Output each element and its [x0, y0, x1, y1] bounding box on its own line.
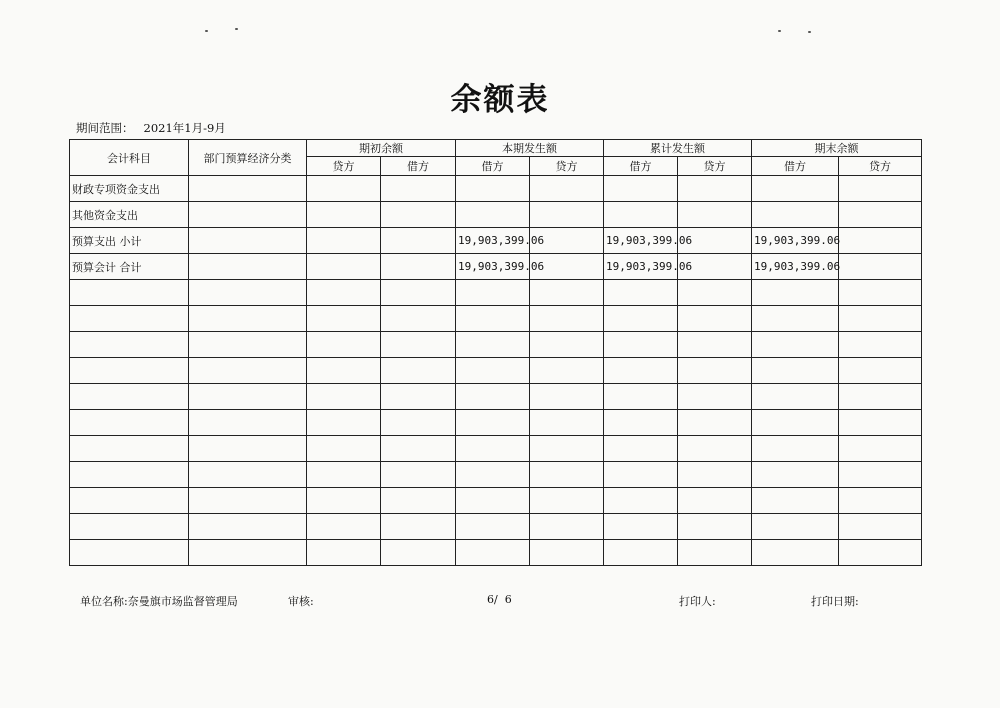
table-row [70, 228, 922, 254]
subheader-cell: 借方 [381, 157, 456, 176]
cell-amount [752, 306, 839, 332]
table-row [70, 202, 922, 228]
cell-econ-class [189, 514, 307, 540]
cell-amount [752, 358, 839, 384]
header-closing-balance: 期末余额 [752, 140, 922, 157]
cell-econ-class [189, 358, 307, 384]
subheader-cell: 贷方 [307, 157, 381, 176]
cell-amount [839, 436, 922, 462]
cell-amount: 19,903,399.06 [752, 228, 839, 254]
cell-econ-class [189, 410, 307, 436]
table-row [70, 306, 922, 332]
table-row [70, 280, 922, 306]
footer-unit: 单位名称:奈曼旗市场监督管理局 [80, 595, 238, 608]
cell-subject [70, 306, 189, 332]
cell-amount [381, 436, 456, 462]
table-row [70, 488, 922, 514]
cell-amount [530, 462, 604, 488]
cell-amount [839, 358, 922, 384]
cell-amount [381, 410, 456, 436]
cell-amount [839, 488, 922, 514]
cell-amount [530, 202, 604, 228]
cell-econ-class [189, 488, 307, 514]
subheader-cell: 贷方 [530, 157, 604, 176]
cell-amount [604, 462, 678, 488]
cell-amount [678, 306, 752, 332]
cell-amount [752, 202, 839, 228]
cell-amount [839, 306, 922, 332]
cell-amount [678, 358, 752, 384]
cell-amount [381, 462, 456, 488]
cell-subject: 财政专项资金支出 [70, 176, 189, 202]
cell-amount [381, 540, 456, 566]
table-row [70, 514, 922, 540]
subheader-cell: 贷方 [678, 157, 752, 176]
cell-amount [530, 540, 604, 566]
cell-amount: 19,903,399.06 [456, 228, 530, 254]
cell-amount [752, 280, 839, 306]
cell-amount [839, 514, 922, 540]
cell-amount [839, 540, 922, 566]
cell-amount [752, 540, 839, 566]
table-row [70, 410, 922, 436]
cell-amount [752, 384, 839, 410]
table-row [70, 540, 922, 566]
cell-econ-class [189, 462, 307, 488]
cell-amount [381, 280, 456, 306]
period-value: 2021年1月-9月 [143, 121, 226, 135]
cell-amount [678, 332, 752, 358]
table-row [70, 254, 922, 280]
cell-amount [752, 514, 839, 540]
cell-amount [456, 488, 530, 514]
subheader-cell: 借方 [456, 157, 530, 176]
cell-amount [678, 514, 752, 540]
footer-page-number: 6/ 6 [487, 593, 512, 606]
cell-econ-class [189, 540, 307, 566]
cell-amount [381, 384, 456, 410]
cell-amount: 19,903,399.06 [456, 254, 530, 280]
cell-amount: 19,903,399.06 [604, 228, 678, 254]
cell-amount [307, 436, 381, 462]
table-row [70, 384, 922, 410]
cell-amount [530, 358, 604, 384]
cell-amount [456, 514, 530, 540]
header-opening-balance: 期初余额 [307, 140, 456, 157]
table-row [70, 358, 922, 384]
cell-subject [70, 540, 189, 566]
cell-amount [381, 254, 456, 280]
header-current-period: 本期发生额 [456, 140, 604, 157]
cell-amount [752, 436, 839, 462]
cell-amount [839, 332, 922, 358]
subheader-cell: 贷方 [839, 157, 922, 176]
cell-amount [381, 358, 456, 384]
cell-amount [604, 514, 678, 540]
cell-amount [604, 202, 678, 228]
cell-amount [604, 540, 678, 566]
cell-amount [839, 280, 922, 306]
cell-amount [839, 462, 922, 488]
cell-amount [604, 280, 678, 306]
cell-amount [307, 254, 381, 280]
cell-amount [752, 176, 839, 202]
cell-amount [530, 332, 604, 358]
cell-amount [678, 540, 752, 566]
cell-amount [456, 306, 530, 332]
cell-amount [604, 332, 678, 358]
cell-amount [307, 176, 381, 202]
cell-amount [839, 384, 922, 410]
table-body [70, 176, 922, 566]
cell-amount [839, 228, 922, 254]
cell-amount [530, 488, 604, 514]
cell-amount [678, 280, 752, 306]
cell-subject [70, 436, 189, 462]
cell-amount [530, 384, 604, 410]
footer-printer: 打印人: [679, 595, 716, 608]
cell-amount [604, 176, 678, 202]
cell-amount [381, 228, 456, 254]
cell-amount [307, 280, 381, 306]
cell-amount [381, 488, 456, 514]
scan-speck [205, 30, 208, 32]
cell-amount [604, 410, 678, 436]
subheader-cell: 借方 [604, 157, 678, 176]
cell-subject [70, 488, 189, 514]
cell-amount [678, 436, 752, 462]
cell-amount [678, 176, 752, 202]
cell-amount [752, 410, 839, 436]
footer-print-date: 打印日期: [811, 595, 859, 608]
cell-econ-class [189, 280, 307, 306]
cell-amount [839, 202, 922, 228]
cell-econ-class [189, 332, 307, 358]
cell-amount [307, 540, 381, 566]
cell-amount [307, 228, 381, 254]
subheader-cell: 借方 [752, 157, 839, 176]
cell-econ-class [189, 254, 307, 280]
cell-amount [456, 332, 530, 358]
cell-amount [678, 462, 752, 488]
cell-amount [307, 410, 381, 436]
cell-amount [752, 462, 839, 488]
cell-amount [381, 514, 456, 540]
cell-amount [307, 384, 381, 410]
scan-speck [778, 30, 781, 32]
cell-amount: 19,903,399.06 [604, 254, 678, 280]
cell-amount [381, 332, 456, 358]
cell-amount [604, 384, 678, 410]
cell-subject [70, 410, 189, 436]
cell-amount [456, 384, 530, 410]
footer-review: 审核: [288, 595, 314, 608]
table-row [70, 332, 922, 358]
cell-amount [678, 410, 752, 436]
cell-amount [604, 488, 678, 514]
cell-econ-class [189, 228, 307, 254]
cell-subject [70, 462, 189, 488]
page-title: 余额表 [450, 82, 550, 118]
cell-amount [604, 436, 678, 462]
table-row [70, 436, 922, 462]
cell-amount [604, 306, 678, 332]
balance-table [69, 139, 922, 566]
cell-amount [678, 202, 752, 228]
cell-amount [456, 410, 530, 436]
cell-econ-class [189, 384, 307, 410]
header-subject: 会计科目 [70, 140, 189, 176]
cell-subject [70, 384, 189, 410]
cell-amount [307, 488, 381, 514]
cell-econ-class [189, 436, 307, 462]
cell-amount [456, 462, 530, 488]
cell-amount [530, 514, 604, 540]
cell-subject: 预算支出 小计 [70, 228, 189, 254]
scan-speck [808, 31, 811, 33]
cell-subject [70, 280, 189, 306]
cell-amount [456, 202, 530, 228]
cell-amount [307, 332, 381, 358]
cell-amount [456, 436, 530, 462]
period-label: 期间范围： [76, 121, 134, 135]
cell-amount [604, 358, 678, 384]
cell-amount [530, 176, 604, 202]
cell-econ-class [189, 176, 307, 202]
cell-amount [456, 540, 530, 566]
cell-amount: 19,903,399.06 [752, 254, 839, 280]
header-econ-class: 部门预算经济分类 [189, 140, 307, 176]
table-row [70, 462, 922, 488]
cell-amount [381, 306, 456, 332]
cell-amount [307, 358, 381, 384]
period-range [76, 120, 226, 136]
cell-amount [307, 306, 381, 332]
cell-econ-class [189, 202, 307, 228]
cell-amount [307, 514, 381, 540]
cell-amount [456, 358, 530, 384]
cell-amount [530, 436, 604, 462]
cell-amount [456, 280, 530, 306]
cell-amount [678, 384, 752, 410]
cell-amount [307, 462, 381, 488]
table-row [70, 176, 922, 202]
cell-econ-class [189, 306, 307, 332]
cell-amount [839, 410, 922, 436]
cell-subject: 预算会计 合计 [70, 254, 189, 280]
cell-amount [752, 332, 839, 358]
cell-subject [70, 514, 189, 540]
cell-amount [530, 280, 604, 306]
cell-subject [70, 332, 189, 358]
cell-amount [381, 176, 456, 202]
cell-subject: 其他资金支出 [70, 202, 189, 228]
cell-amount [456, 176, 530, 202]
cell-amount [381, 202, 456, 228]
cell-amount [839, 254, 922, 280]
cell-amount [752, 488, 839, 514]
cell-subject [70, 358, 189, 384]
scan-speck [235, 28, 238, 30]
cell-amount [530, 306, 604, 332]
cell-amount [307, 202, 381, 228]
header-cumulative: 累计发生额 [604, 140, 752, 157]
cell-amount [530, 410, 604, 436]
cell-amount [839, 176, 922, 202]
cell-amount [678, 488, 752, 514]
